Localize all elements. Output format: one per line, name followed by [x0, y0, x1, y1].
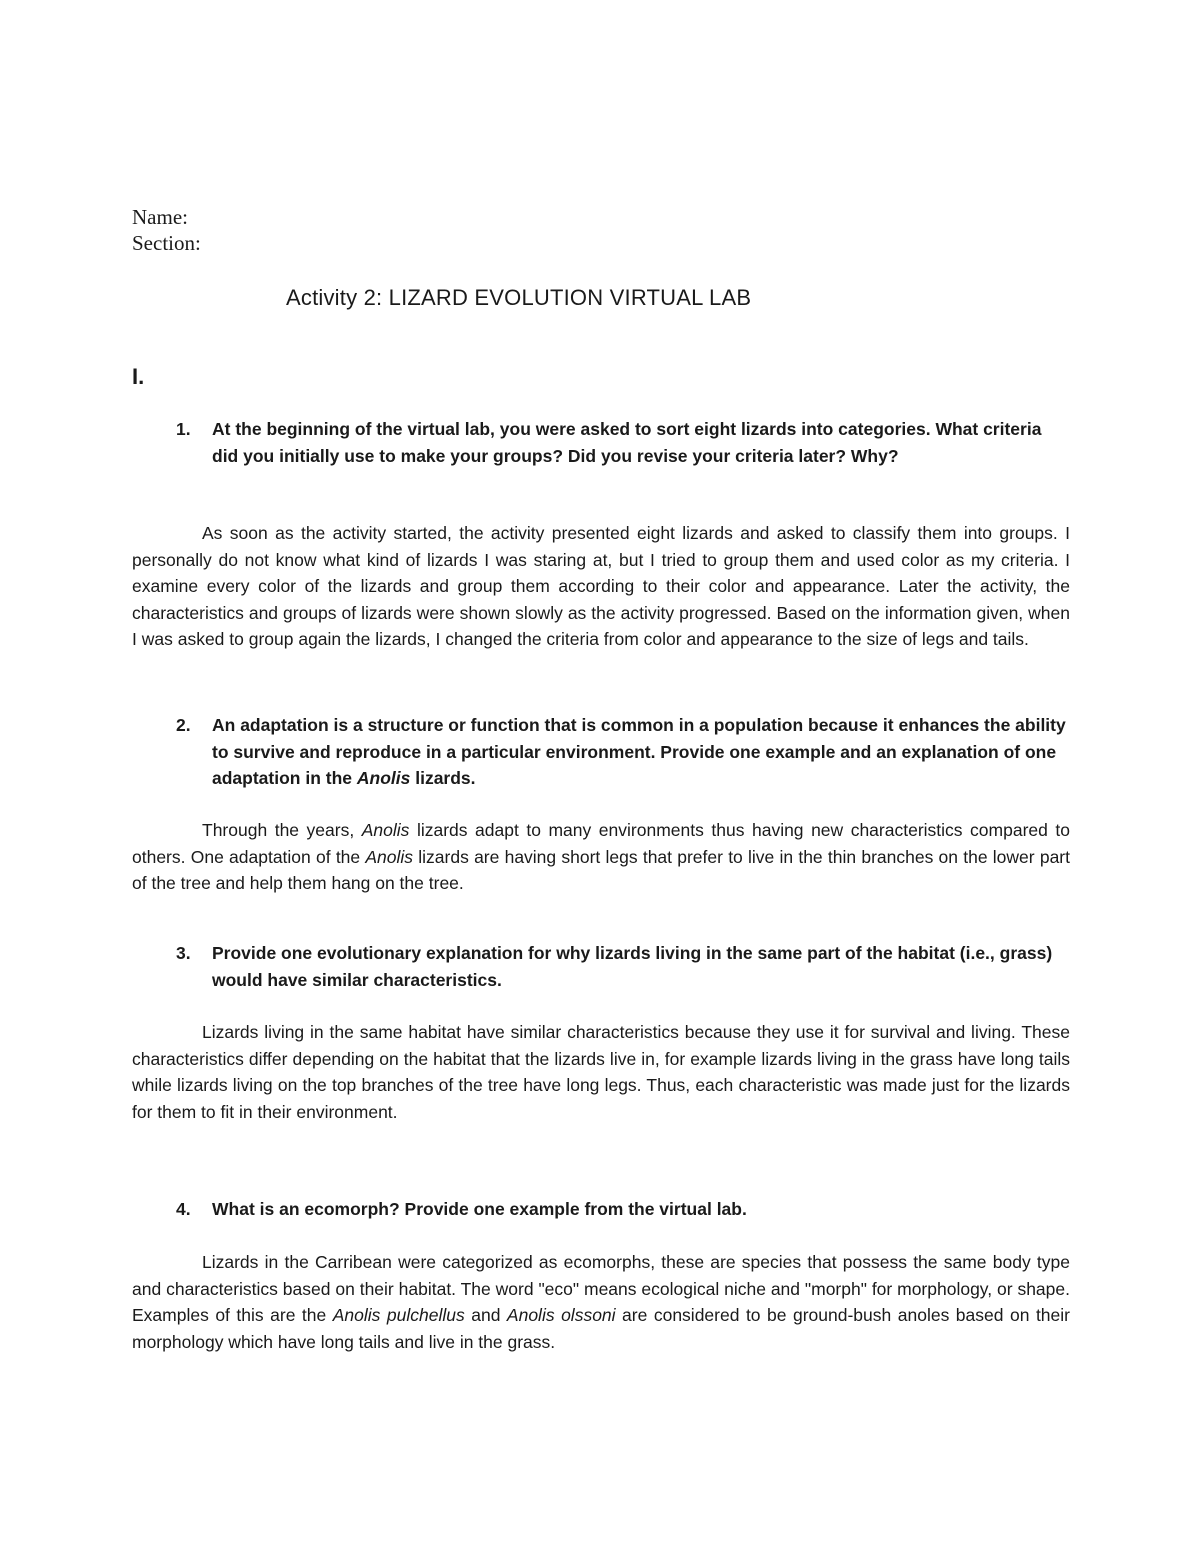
part-label: I.	[132, 364, 145, 389]
question-number: 3.	[176, 943, 191, 963]
answer-text-part: and	[464, 1305, 507, 1325]
answer-text-italic: Anolis	[365, 846, 414, 867]
question-3	[176, 940, 1076, 993]
page-title: Activity 2: LIZARD EVOLUTION VIRTUAL LAB	[286, 285, 752, 310]
question-number: 4.	[176, 1199, 191, 1219]
question-2	[176, 712, 1076, 792]
answer-text-part: lizards adapt to many environments thus having new characteristics compared to others. One adaptation of the	[132, 820, 1070, 867]
question-text: Provide one evolutionary explanation for why lizards living in the same part of the habitat (i.e., grass) would have similar characteristics.	[212, 943, 1053, 990]
name-label: Name:	[132, 205, 188, 229]
question-text: At the beginning of the virtual lab, you were asked to sort eight lizards into categories. What criteria did you initially use to make your groups? Did you revise your criteria later? Why?	[212, 419, 1042, 466]
answer-3	[132, 1019, 1070, 1125]
question-text: What is an ecomorph? Provide one example from the virtual lab.	[212, 1199, 747, 1219]
question-text-part: lizards.	[410, 768, 476, 788]
answer-text	[132, 1249, 1070, 1355]
answer-text-italic: Anolis pulchellus	[332, 1305, 465, 1325]
answer-1	[132, 520, 1070, 653]
answer-text-part: Lizards in the Carribean were categorized as ecomorphs, these are species that possess the same body type and characteristics based on their habitat. The word "eco" means ecological niche and "morph" for morphology, or shape. Examples of this are the	[132, 1252, 1070, 1325]
question-text-italic: Anolis	[356, 768, 411, 788]
question-1	[176, 416, 1076, 469]
answer-text-italic: Anolis olssoni	[506, 1305, 616, 1325]
section-label: Section:	[132, 231, 201, 255]
answer-text: Lizards living in the same habitat have similar characteristics because they use it for survival and living. These characteristics differ depending on the habitat that the lizards live in, for example lizards living in the grass have long tails while lizards living on the top branches of the tree have long legs. Thus, each characteristic was made just for the lizards for them to fit in their environment.	[132, 1022, 1070, 1122]
answer-text-part: are considered to be ground-bush anoles based on their morphology which have long tails and live in the grass.	[132, 1305, 1070, 1352]
question-text	[212, 712, 1072, 792]
answer-4	[132, 1249, 1070, 1355]
question-number: 1.	[176, 419, 191, 439]
question-number: 2.	[176, 715, 191, 735]
question-text-part: An adaptation is a structure or function that is common in a population because it enhances the ability to survive and reproduce in a particular environment. Provide one example and an explanation of one adaptation in the	[212, 715, 1066, 788]
question-4	[176, 1196, 1076, 1223]
answer-text: As soon as the activity started, the activity presented eight lizards and asked to classify them into groups. I personally do not know what kind of lizards I was staring at, but I tried to group them and used color as my criteria. I examine every color of the lizards and group them according to their color and appearance. Later the activity, the characteristics and groups of lizards were shown slowly as the activity progressed. Based on the information given, when I was asked to group again the lizards, I changed the criteria from color and appearance to the size of legs and tails.	[132, 523, 1070, 649]
answer-text-part: lizards are having short legs that prefer to live in the thin branches on the lower part of the tree and help them hang on the tree.	[132, 846, 1070, 893]
answer-text-italic: Anolis	[361, 820, 410, 840]
answer-2	[132, 817, 1070, 897]
answer-text	[132, 817, 1070, 897]
answer-text-part: Through the years,	[202, 820, 362, 840]
